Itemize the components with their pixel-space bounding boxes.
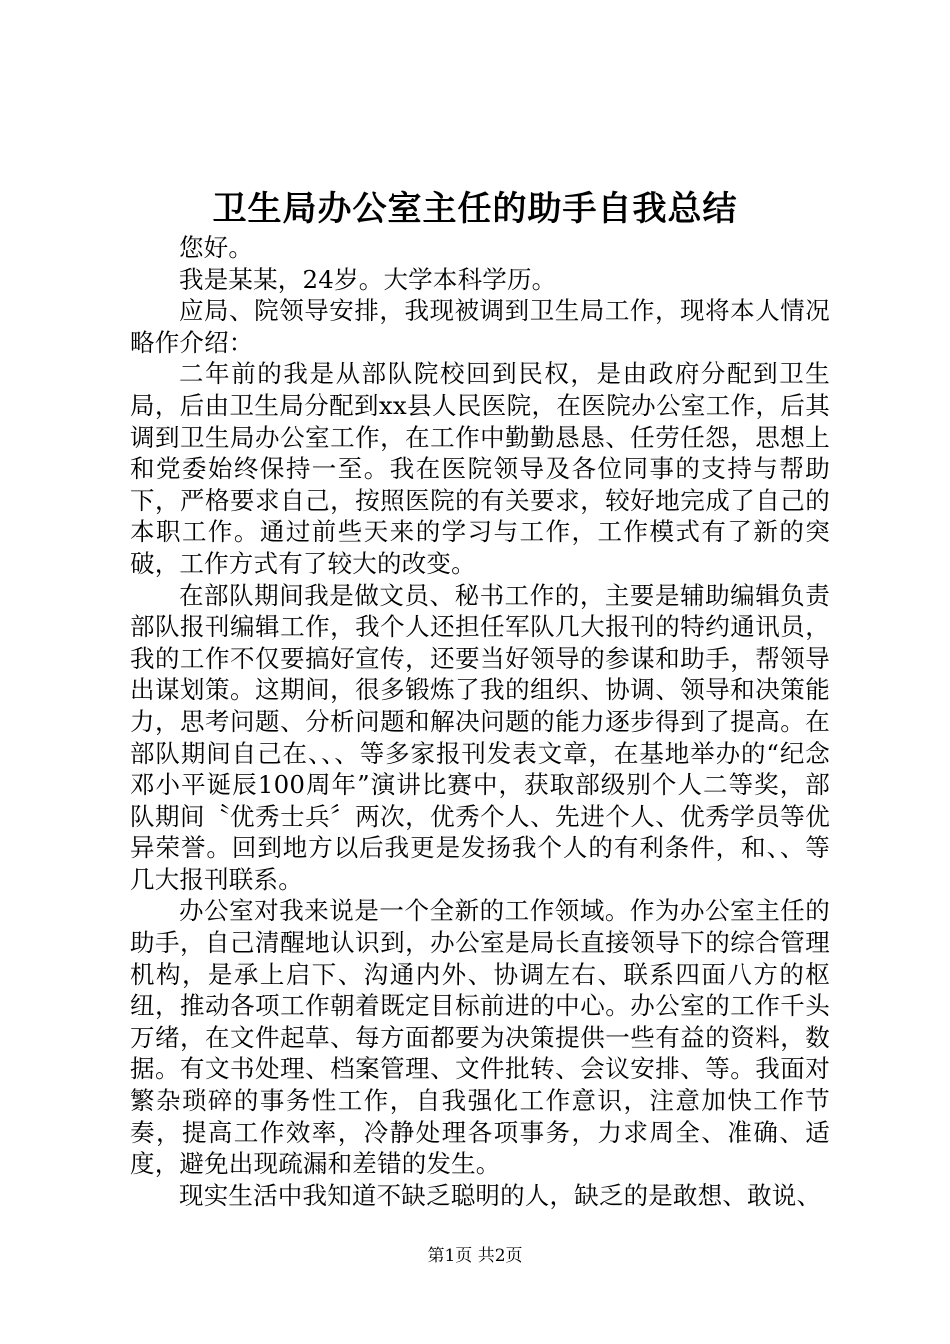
page-number-footer: 第1页 共2页 xyxy=(427,1246,523,1266)
paragraph-military-experience: 在部队期间我是做文员、秘书工作的，主要是辅助编辑负责部队报刊编辑工作，我个人还担任军队几大报刊的特约通讯员，我的工作不仅要搞好宣传，还要当好领导的参谋和助手，帮领导出谋划策。这期间，很多锻炼了我的组织、协调、领导和决策能力，思考问题、分析问题和解决问题的能力逐步得到了提高。在部队期间自己在、、、等多家报刊发表文章，在基地举办的“纪念邓小平诞辰100周年”演讲比赛中，获取部级别个人二等奖，部队期间〝优秀士兵〞两次，优秀个人、先进个人、优秀学员等优异荣誉。回到地方以后我更是发扬我个人的有利条件，和、、等几大报刊联系。 xyxy=(130,580,830,894)
paragraph-background: 二年前的我是从部队院校回到民权，是由政府分配到卫生局，后由卫生局分配到xx县人民医院，在医院办公室工作，后其调到卫生局办公室工作，在工作中勤勤恳恳、任劳任怨，思想上和党委始终保持一至。我在医院领导及各位同事的支持与帮助下，严格要求自己，按照医院的有关要求，较好地完成了自己的本职工作。通过前些天来的学习与工作，工作模式有了新的突破，工作方式有了较大的改变。 xyxy=(130,359,830,578)
paragraph-intro: 我是某某，24岁。大学本科学历。 xyxy=(179,264,557,294)
document-body xyxy=(130,232,830,1211)
paragraph-greeting: 您好。 xyxy=(179,233,254,262)
document-title: 卫生局办公室主任的助手自我总结 xyxy=(212,189,738,229)
paragraph-reflection: 现实生活中我知道不缺乏聪明的人，缺乏的是敢想、敢说、 xyxy=(179,1180,822,1210)
paragraph-office-work: 办公室对我来说是一个全新的工作领域。作为办公室主任的助手，自己清醒地认识到，办公室是局长直接领导下的综合管理机构，是承上启下、沟通内外、协调左右、联系四面八方的枢纽，推动各项工作朝着既定目标前进的中心。办公室的工作千头万绪，在文件起草、每方面都要为决策提供一些有益的资料，数据。有文书处理、档案管理、文件批转、会议安排、等。我面对繁杂琐碎的事务性工作，自我强化工作意识，注意加快工作节奏，提高工作效率，冷静处理各项事务，力求周全、准确、适度，避免出现疏漏和差错的发生。 xyxy=(130,896,830,1179)
paragraph-assignment: 应局、院领导安排，我现被调到卫生局工作，现将本人情况略作介绍： xyxy=(130,296,830,357)
